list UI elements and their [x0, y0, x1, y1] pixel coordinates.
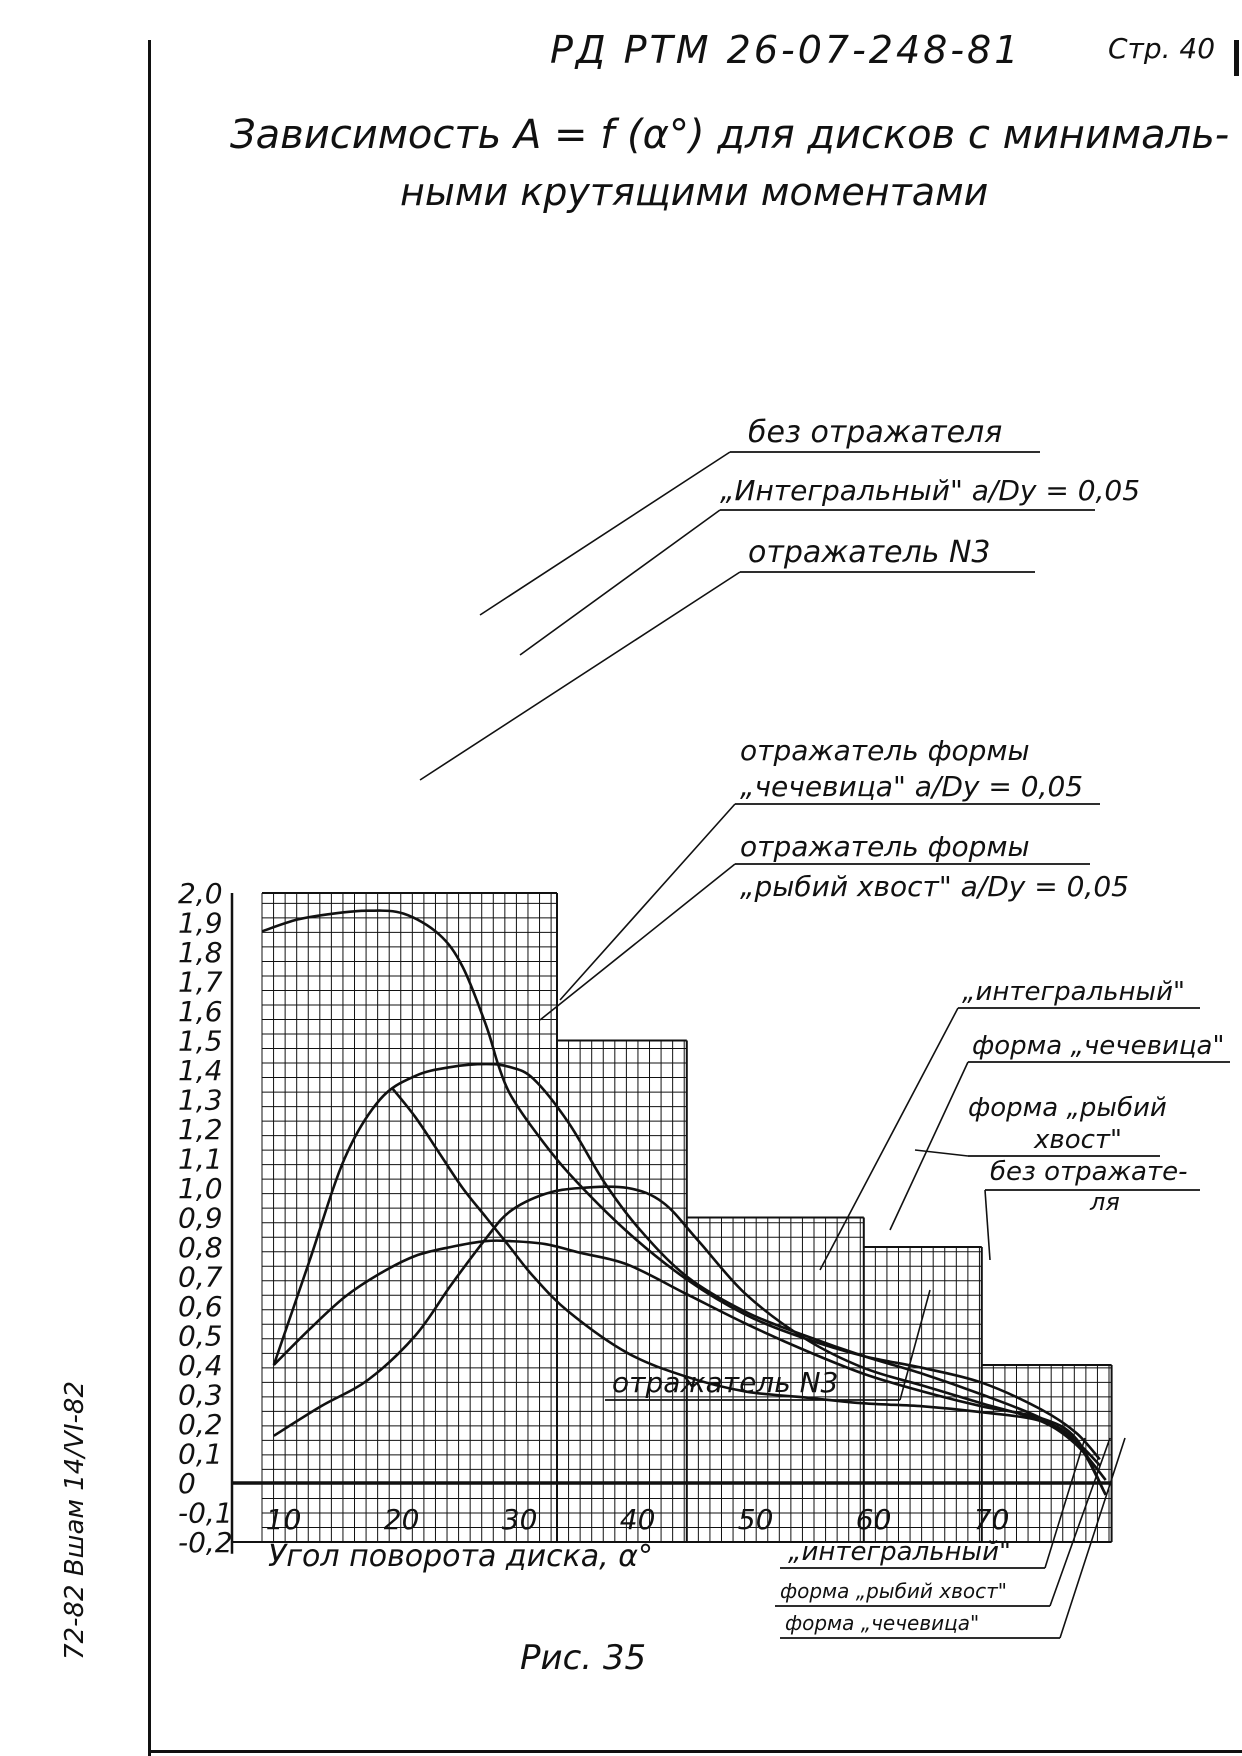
y-tick-label: -0,2 [178, 1526, 233, 1559]
label-right-rybiy-1: форма „рыбий [968, 1093, 1167, 1123]
y-tick-label: 0,5 [178, 1319, 223, 1353]
label-rybiy-khvost-2: „рыбий хвост" a/Dy = 0,05 [740, 870, 1129, 903]
x-tick-label: 70 [973, 1503, 1010, 1536]
leader-line [985, 1190, 990, 1260]
y-tick-label: 1,7 [178, 965, 223, 999]
y-tick-label: 2,0 [178, 877, 223, 910]
label-bottom-otrazhatel-n3: отражатель N3 [612, 1366, 839, 1399]
approval-stamp: 72-82 Вшам 14/VI-82 [60, 1380, 90, 1660]
y-tick-label: 1,3 [178, 1083, 223, 1117]
x-tick-label: 10 [265, 1503, 302, 1536]
y-tick-label: 1,8 [178, 936, 223, 969]
label-integralny: „Интегральный" a/Dy = 0,05 [720, 474, 1141, 507]
label-right-bez-1: без отражате- [990, 1157, 1188, 1187]
chart-title-line-1: Зависимость A = f (α°) для дисков с минималь- [230, 112, 1230, 158]
y-tick-label: 0,4 [178, 1349, 223, 1382]
label-right-chechevitsa: форма „чечевица" [972, 1031, 1225, 1061]
figure-caption: Рис. 35 [520, 1638, 647, 1678]
y-tick-label: 0 [178, 1467, 196, 1500]
x-tick-label: 50 [737, 1503, 774, 1536]
label-chechevitsa-1: отражатель формы [740, 734, 1030, 767]
y-tick-labels [178, 877, 233, 1559]
y-tick-label: 0,6 [178, 1290, 223, 1323]
document-code: РД РТМ 26-07-248-81 [550, 28, 1022, 72]
label-right-integralny: „интегральный" [962, 977, 1185, 1007]
leader-line [890, 1062, 968, 1230]
leader-line [540, 864, 735, 1020]
label-right-rybiy-2: хвост" [1034, 1125, 1123, 1155]
y-tick-label: 1,5 [178, 1024, 223, 1058]
y-tick-label: 1,2 [178, 1113, 223, 1146]
label-chechevitsa-2: „чечевица" a/Dy = 0,05 [740, 770, 1084, 803]
y-tick-label: 1,6 [178, 995, 223, 1028]
chart-title-line-2: ными крутящими моментами [400, 170, 989, 214]
leader-line [915, 1150, 968, 1156]
y-tick-label: 0,2 [178, 1408, 223, 1441]
x-tick-label: 30 [501, 1503, 538, 1536]
y-tick-label: 0,3 [178, 1378, 223, 1412]
y-tick-label: 1,1 [178, 1142, 223, 1176]
label-bottom-integralny: „интегральный" [788, 1537, 1011, 1567]
leader-line [420, 572, 740, 780]
page-number: Стр. 40 [1108, 32, 1216, 65]
x-tick-label: 20 [383, 1503, 420, 1536]
y-tick-label: 1,4 [178, 1054, 223, 1087]
y-tick-label: 1,0 [178, 1172, 223, 1205]
label-rybiy-khvost-1: отражатель формы [740, 830, 1030, 863]
y-tick-label: 0,8 [178, 1231, 223, 1264]
leader-line [520, 510, 720, 655]
leader-line [560, 804, 735, 1000]
y-tick-label: 0,7 [178, 1260, 223, 1294]
x-tick-label: 60 [855, 1503, 892, 1536]
y-tick-label: 1,9 [178, 906, 223, 940]
y-tick-label: 0,9 [178, 1201, 223, 1235]
x-tick-label: 40 [619, 1503, 656, 1536]
x-axis-label: Угол поворота диска, α° [268, 1539, 653, 1574]
label-bottom-chechevitsa: форма „чечевица" [785, 1611, 980, 1635]
label-bez-otrazhatelya: без отражателя [748, 415, 1003, 450]
y-tick-label: 0,1 [178, 1437, 223, 1471]
y-tick-label: -0,1 [178, 1496, 233, 1530]
label-otrazhatel-n3: отражатель N3 [748, 535, 991, 570]
leader-line [480, 452, 730, 615]
label-right-bez-2: ля [1090, 1188, 1120, 1216]
leader-line [820, 1008, 958, 1270]
label-bottom-rybiy: форма „рыбий хвост" [780, 1579, 1007, 1603]
series-line-3 [392, 1088, 1106, 1495]
